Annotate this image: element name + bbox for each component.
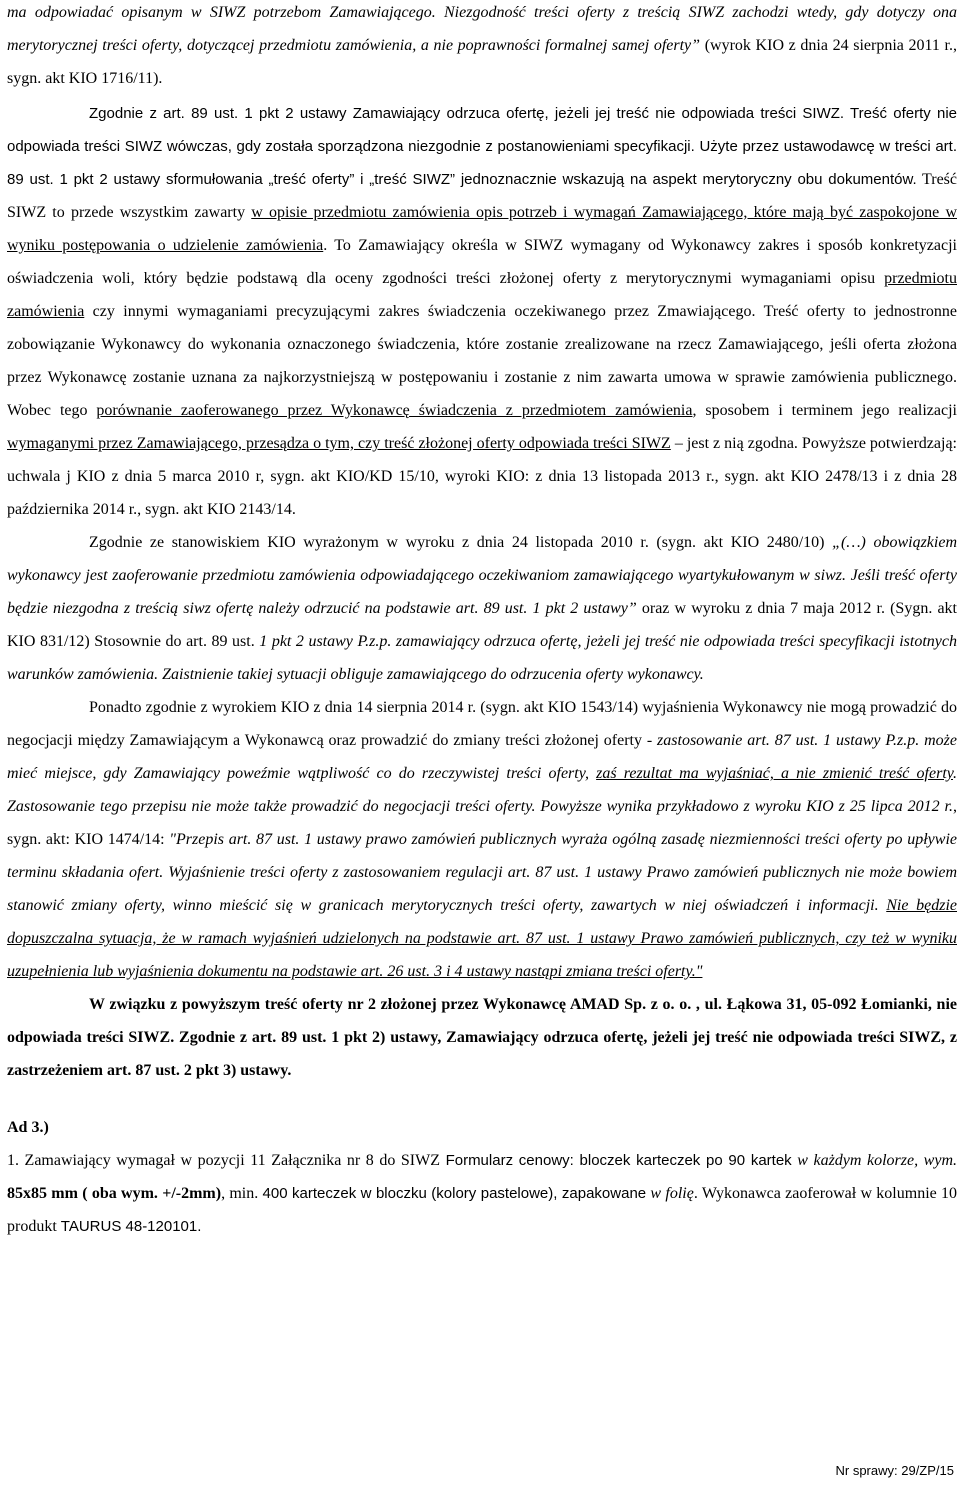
paragraph-2-underline-4: wymaganymi przez Zamawiającego, przesądza o tym, czy treść złożonej oferty odpowiada treści SIWZ	[7, 435, 671, 452]
paragraph-1-quote: ma odpowiadać opisanym w SIWZ potrzebom Zamawiającego. Niezgodność treści oferty z treścią SIWZ zachodzi wtedy, gdy dotyczy ona merytorycznej treści oferty, dotyczącej przedmiotu zamówienia, a nie poprawności formalnej samej oferty”	[7, 4, 957, 54]
paragraph-4-part-e: , sygn. akt: KIO 1474/14:	[7, 798, 957, 848]
section-heading: Ad 3.)	[7, 1119, 49, 1136]
paragraph-2-part-b: Treść SIWZ to przede wszystkim zawarty	[7, 171, 957, 221]
paragraph-3-quote: „(…) obowiązkiem wykonawcy jest zaoferowanie przedmiotu zamówienia odpowiadającego oczekiwaniom zamawiającego wyartykułowanym w siwz. Jeśli treść oferty będzie niezgodna z treścią siwz ofertę należy odrzucić na podstawie art. 89 ust. 1 pkt 2 ustawy”	[7, 534, 958, 617]
paragraph-6-part-i: TAURUS 48-120101.	[60, 1218, 202, 1235]
paragraph-6-part-g: w folię	[650, 1185, 694, 1202]
paragraph-2-part-h: , sposobem i terminem jego realizacji	[692, 402, 957, 419]
paragraph-6-part-b: Formularz cenowy: bloczek karteczek po 90 kartek	[445, 1152, 792, 1169]
paragraph-4-underline-1: zaś rezultat ma wyjaśniać, a nie zmienić treść oferty	[596, 765, 953, 782]
paragraph-2-part-j: – jest z nią zgodna. Powyższe potwierdzają: uchwala j KIO z dnia 5 marca 2010 r, sygn. akt KIO/KD 15/10, wyroki KIO: z dnia 13 listopada 2013 r., sygn. akt KIO 2478/13 i z dnia 28 października 2014 r., sygn. akt KIO 2143/14.	[7, 435, 957, 518]
paragraph-3-part-c: oraz w wyroku z dnia 7 maja 2012 r. (Sygn. akt KIO 831/12) Stosownie do art. 89 ust.	[7, 600, 957, 650]
paragraph-2-underline-1: w opisie przedmiotu zamówienia opis potrzeb i wymagań Zamawiającego, które mają być zaspokojone w wyniku postępowania o udzielenie zamówienia	[7, 204, 957, 254]
paragraph-6	[7, 1144, 957, 1243]
paragraph-2-underline-2: przedmiotu zamówienia	[7, 270, 957, 320]
paragraph-5-conclusion: W związku z powyższym treść oferty nr 2 złożonej przez Wykonawcę AMAD Sp. z o. o. , ul. Łąkowa 31, 05-092 Łomianki, nie odpowiada treści SIWZ. Zgodnie z art. 89 ust. 1 pkt 2) ustawy, Zamawiający odrzuca ofertę, jeżeli jej treść nie odpowiada treści SIWZ, z zastrzeżeniem art. 87 ust. 2 pkt 3) ustawy.	[7, 996, 957, 1079]
case-number-footer: Nr sprawy: 29/ZP/15	[835, 1463, 954, 1478]
paragraph-6-part-d: 85x85 mm ( oba wym. +/-2mm)	[7, 1185, 222, 1202]
paragraph-6-part-f: 400 karteczek w bloczku (kolory pastelowe), zapakowane	[262, 1185, 647, 1202]
paragraph-2-part-f: czy innymi wymaganiami precyzującymi zakres świadczenia oczekiwanego przez Zmawiającego. Treść oferty to jednostronne zobowiązanie Wykonawcy do wykonania oznaczonego świadczenia, które zostanie zrealizowane na rzecz Zamawiającego, jeśli oferta złożona przez Wykonawcę zostanie uznana za najkorzystniejszą w postępowaniu i zostanie z nim zawarta umowa w sprawie zamówienia publicznego. Wobec tego	[7, 303, 957, 419]
paragraph-6-part-c: w każdym kolorze, wym.	[797, 1152, 957, 1169]
paragraph-3	[7, 526, 957, 691]
paragraph-6-part-h: . Wykonawca zaoferował w kolumnie 10 produkt	[7, 1185, 958, 1235]
paragraph-2	[7, 97, 957, 526]
paragraph-4-part-a: Ponadto zgodnie z wyrokiem KIO z dnia 14 sierpnia 2014 r. (sygn. akt KIO 1543/14) wyjaśnienia Wykonawcy nie mogą prowadzić do negocjacji między Zamawiającym a Wykonawcą oraz prowadzić do zmiany treści złożonej oferty -	[7, 699, 957, 749]
paragraph-3-italic: 1 pkt 2 ustawy P.z.p. zamawiający odrzuca ofertę, jeżeli jej treść nie odpowiada treści specyfikacji istotnych warunków zamówienia. Zaistnienie takiej sytuacji obliguje zamawiającego do odrzucenia oferty wykonawcy.	[7, 633, 957, 683]
document-page	[7, 0, 957, 1243]
paragraph-2-underline-3: porównanie zaoferowanego przez Wykonawcę świadczenia z przedmiotem zamówienia	[96, 402, 693, 419]
paragraph-4-quote: "Przepis art. 87 ust. 1 ustawy prawo zamówień publicznych wyraża ogólną zasadę niezmienności treści oferty po upływie terminu składania ofert. Wyjaśnienie treści oferty z zastosowaniem regulacji art. 87 ust. 1 ustawy Prawo zamówień publicznych nie może bowiem stanowić zmiany oferty, winno mieścić się w granicach merytorycznych treści oferty, zawartych w niej oświadczeń i informacji.	[7, 831, 958, 914]
paragraph-1	[7, 0, 957, 95]
paragraph-4-italic-1: zastosowanie art. 87 ust. 1 ustawy P.z.p. może mieć miejsce, gdy Zamawiający poweźmie wątpliwość co do rzeczywistej treści oferty,	[7, 732, 957, 782]
paragraph-4-italic-2: . Zastosowanie tego przepisu nie może także prowadzić do negocjacji treści oferty. Powyższe wynika przykładowo z wyroku KIO z 25 lipca 2012 r.	[7, 765, 957, 815]
paragraph-3-part-a: Zgodnie ze stanowiskiem KIO wyrażonym w wyroku z dnia 24 listopada 2010 r. (sygn. akt KIO 2480/10)	[89, 534, 833, 551]
paragraph-4-underline-2: Nie będzie dopuszczalna sytuacja, że w ramach wyjaśnień udzielonych na podstawie art. 87 ust. 1 ustawy Prawo zamówień publicznych, czy też w wyniku uzupełnienia lub wyjaśnienia dokumentu na podstawie art. 26 ust. 3 i 4 ustawy nastąpi zmiana treści oferty."	[7, 897, 958, 980]
paragraph-2-part-a: Zgodnie z art. 89 ust. 1 pkt 2 ustawy Zamawiający odrzuca ofertę, jeżeli jej treść nie odpowiada treści SIWZ. Treść oferty nie odpowiada treści SIWZ wówczas, gdy została sporządzona niezgodnie z postanowieniami specyfikacji. Użyte przez ustawodawcę w treści art. 89 ust. 1 pkt 2 ustawy sformułowania „treść oferty” i „treść SIWZ” jednoznacznie wskazują na aspekt merytoryczny obu dokumentów.	[7, 105, 957, 188]
paragraph-6-part-e: , min.	[221, 1185, 263, 1202]
paragraph-1-citation: (wyrok KIO z dnia 24 sierpnia 2011 r., sygn. akt KIO 1716/11).	[7, 37, 958, 87]
paragraph-4	[7, 691, 957, 988]
paragraph-6-part-a: 1. Zamawiający wymagał w pozycji 11 Załącznika nr 8 do SIWZ	[7, 1152, 446, 1169]
paragraph-2-body	[7, 171, 957, 518]
paragraph-2-part-d: . To Zamawiający określa w SIWZ wymagany od Wykonawcy zakres i sposób konkretyzacji oświadczenia woli, który będzie podstawą dla oceny zgodności treści złożonej oferty z merytorycznymi wymaganiami opisu	[7, 237, 957, 287]
